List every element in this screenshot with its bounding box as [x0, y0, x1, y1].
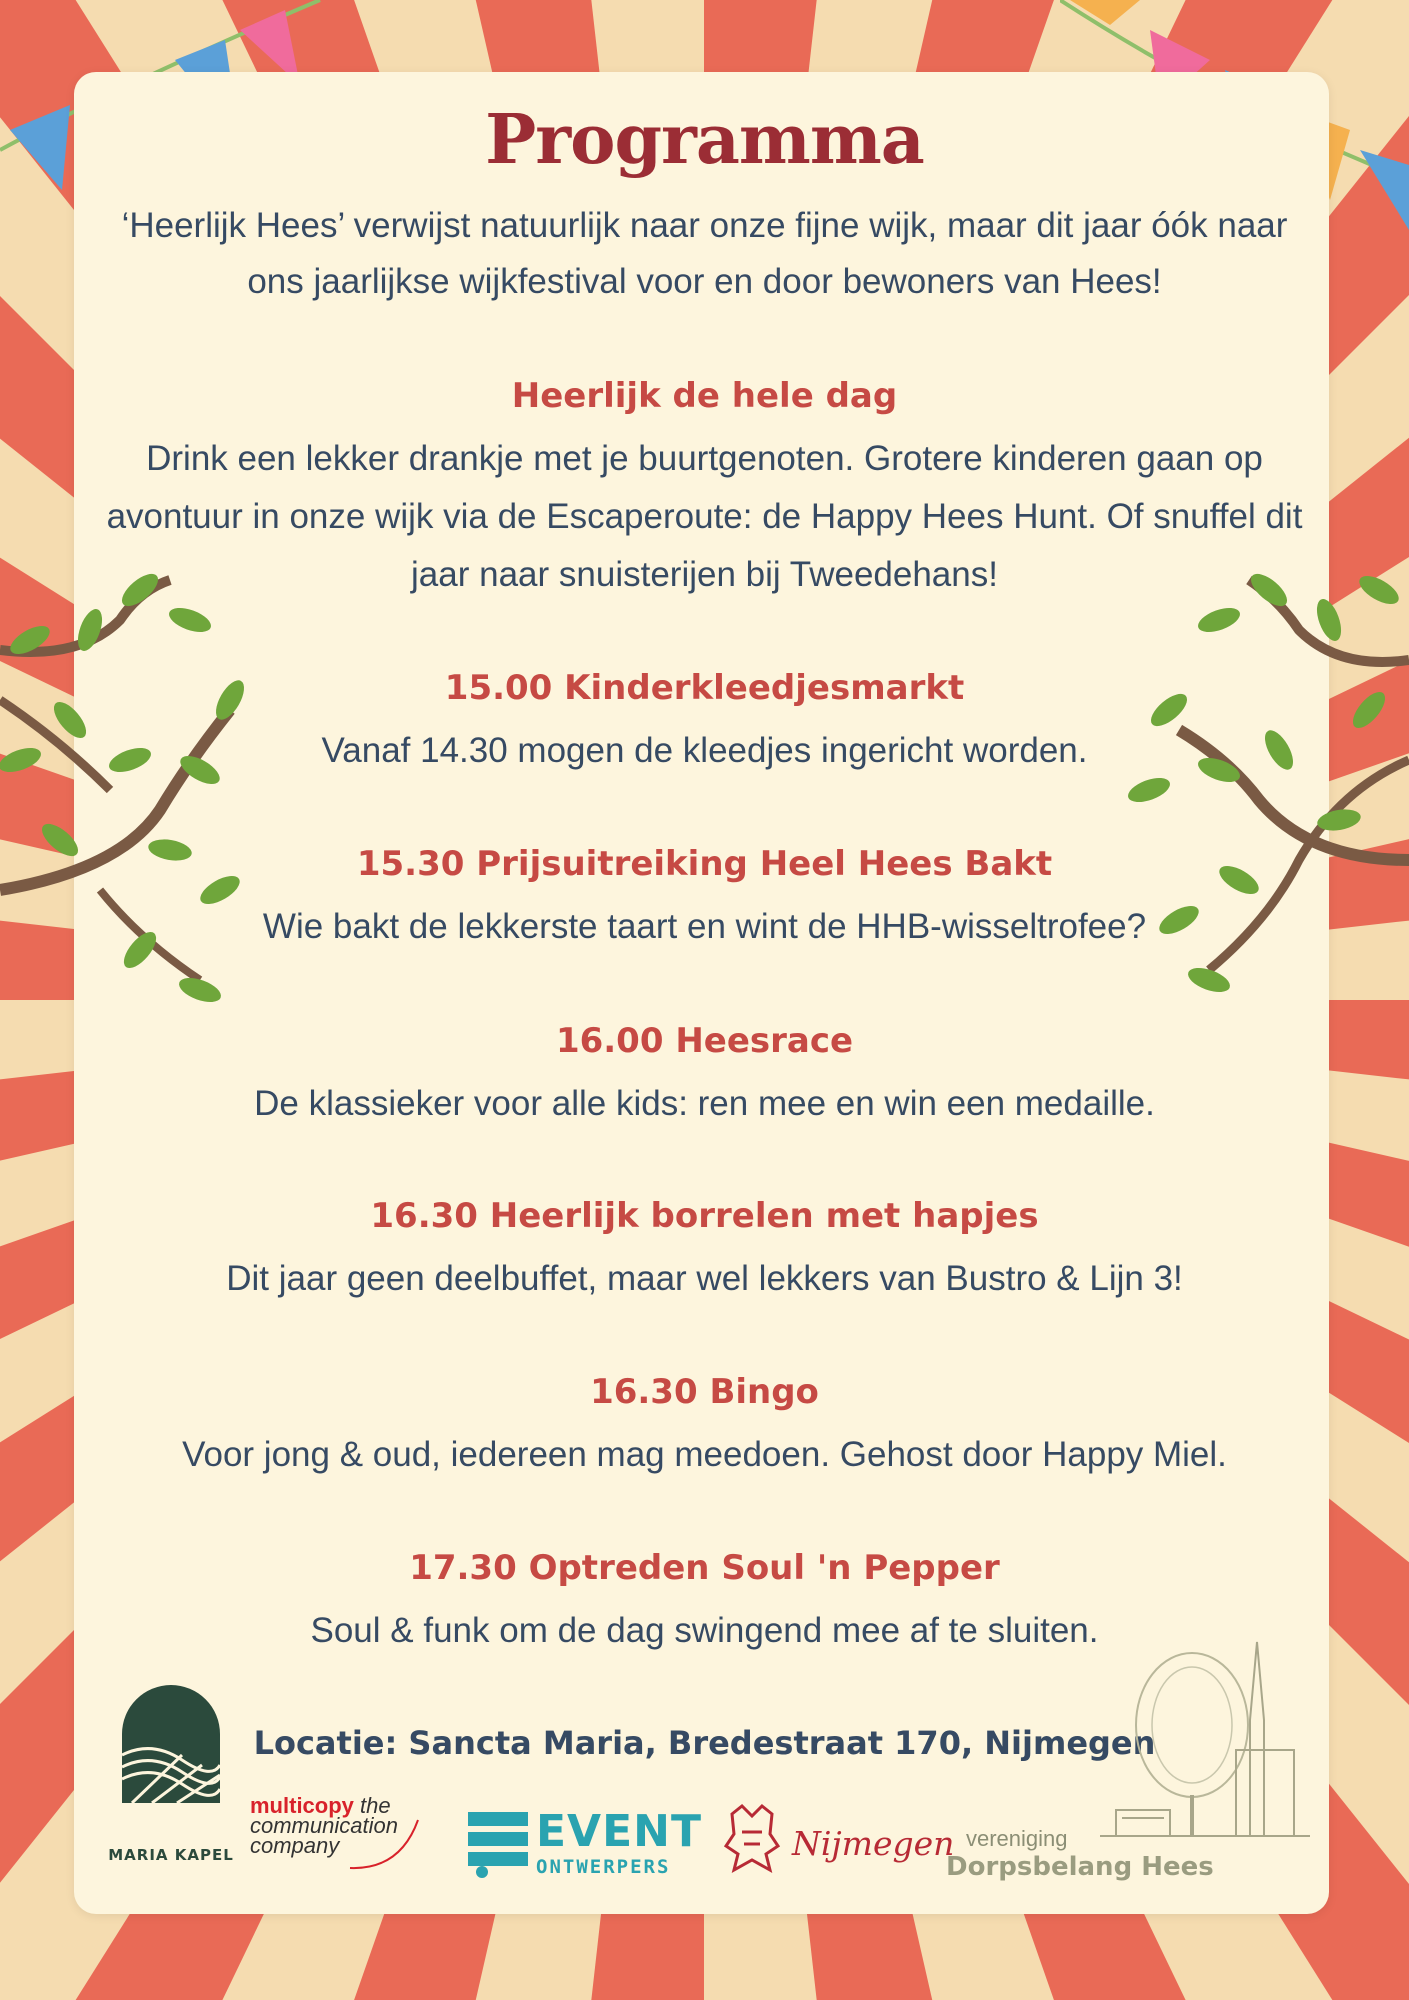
- program-item-text: Soul & funk om de dag swingend mee af te sluiten.: [310, 1611, 1099, 1650]
- program-item: [100, 664, 1309, 780]
- program-item-text: Wie bakt de lekkerste taart en wint de HHB-wisseltrofee?: [262, 907, 1147, 946]
- program-item: [100, 1368, 1309, 1484]
- program-item: [100, 372, 1309, 604]
- page-title: Programma: [485, 100, 924, 180]
- event-ontwerpers-sub: ONTWERPERS: [536, 1856, 671, 1878]
- maria-kapel-label: MARIA KAPEL: [108, 1846, 234, 1864]
- multicopy-company: company: [250, 1833, 340, 1858]
- dorpsbelang-main: Dorpsbelang Hees: [946, 1852, 1214, 1882]
- program-item-heading: 15.30 Prijsuitreiking Heel Hees Bakt: [356, 844, 1053, 884]
- dorpsbelang-top: vereniging: [966, 1826, 1068, 1851]
- program-item-text: Dit jaar geen deelbuffet, maar wel lekkers van Bustro & Lijn 3!: [226, 1259, 1183, 1298]
- multicopy-brand: multicopy: [250, 1793, 354, 1818]
- program-item-heading: 17.30 Optreden Soul 'n Pepper: [409, 1548, 1000, 1588]
- program-item-text: Drink een lekker drankje met je buurtgenoten. Grotere kinderen gaan op avontuur in onze wijk via de Escaperoute: de Happy Hees Hunt. Of snuffel dit jaar naar snuisterijen bij Tweedehans!: [106, 439, 1303, 594]
- multicopy-swoosh: [250, 1818, 430, 1878]
- program-item-heading: 16.30 Bingo: [590, 1372, 819, 1412]
- program-item-text: Vanaf 14.30 mogen de kleedjes ingericht worden.: [321, 731, 1088, 770]
- program-item-text: De klassieker voor alle kids: ren mee en win een medaille.: [254, 1084, 1155, 1123]
- program-item: [100, 1017, 1309, 1133]
- maria-kapel-logo: [122, 1685, 220, 1803]
- event-ontwerpers-icon: [468, 1812, 530, 1878]
- event-ontwerpers-main: EVENT: [536, 1806, 703, 1857]
- program-item: [100, 1192, 1309, 1308]
- program-item-heading: Heerlijk de hele dag: [511, 376, 898, 416]
- multicopy-the: the: [360, 1793, 391, 1818]
- program-item-heading: 15.00 Kinderkleedjesmarkt: [444, 668, 965, 708]
- nijmegen-logo-text: Nijmegen: [792, 1824, 955, 1863]
- nijmegen-lion-icon: [722, 1804, 782, 1874]
- location-text: Locatie: Sancta Maria, Bredestraat 170, Nijmegen: [253, 1724, 1156, 1762]
- program-item: [100, 840, 1309, 956]
- intro-text: ‘Heerlijk Hees’ verwijst natuurlijk naar onze fijne wijk, maar dit jaar óók naar ons jaarlijkse wijkfestival voor en door bewoners van Hees!: [121, 206, 1288, 301]
- program-item-heading: 16.00 Heesrace: [555, 1021, 854, 1061]
- program-item-heading: 16.30 Heerlijk borrelen met hapjes: [370, 1196, 1039, 1236]
- program-item-text: Voor jong & oud, iedereen mag meedoen. Gehost door Happy Miel.: [182, 1435, 1227, 1474]
- church-tree-illustration: [1100, 1640, 1310, 1840]
- multicopy-communication: communication: [250, 1813, 398, 1838]
